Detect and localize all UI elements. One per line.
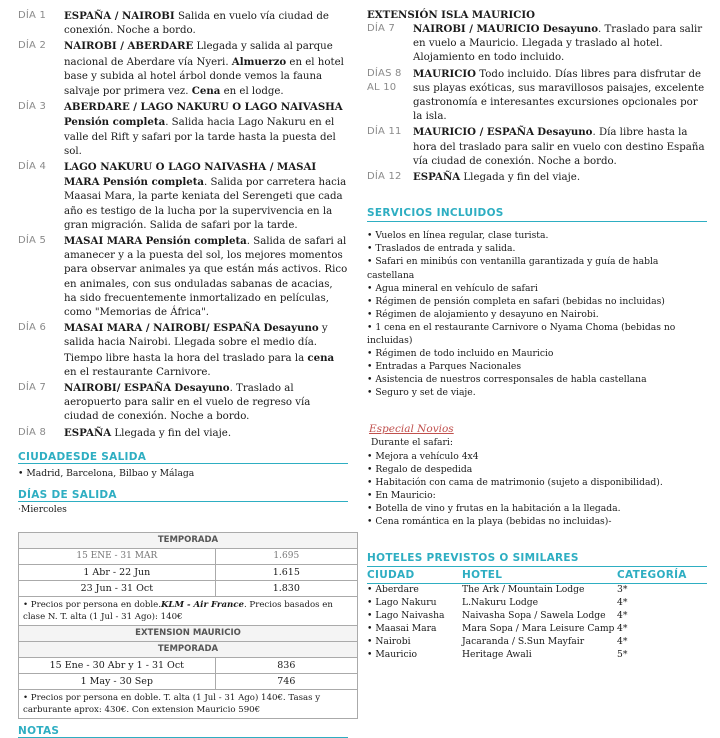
dias-text: ·Miercoles [18, 503, 67, 515]
price-note-2: • Precios por persona en doble. T. alta (1 Jul - 31 Ago) 140€. Tasas y carburante aprox: 430€. Con extension Mauricio 590€ [19, 689, 358, 718]
price-row [19, 564, 358, 580]
hotel-row [367, 623, 707, 636]
itinerary-day [367, 22, 707, 66]
price-row [19, 548, 358, 564]
city-cell: • Nairobi [367, 636, 411, 648]
day-meal: Desayuno [263, 322, 319, 335]
day-desc: Todo incluido. Días libres para disfrutar de sus playas exóticas, sus maravillosos paisajes, excelente gastronomía e interesantes excursiones opcionales por la isla. [413, 68, 705, 123]
day-desc: Llegada y salida al parque nacional de Aberdare vía Nyeri. [64, 41, 333, 68]
servicio-item: • Traslados de entrada y salida. [367, 243, 516, 255]
day-text [413, 22, 707, 66]
day-text [64, 100, 348, 159]
servicio-item: • Régimen de alojamiento y desayuno en Nairobi. [367, 308, 599, 320]
servicio-item: • Entradas a Parques Nacionales [367, 361, 522, 373]
day-meal: Pensión completa [102, 176, 205, 189]
servicios-section [367, 207, 707, 399]
col-hotel: HOTEL [462, 569, 617, 584]
day-number: DÍA 1 [18, 10, 47, 21]
day-desc: . Salida hacia Lago Nakuru en el valle del Rift y safari por la tarde hasta la puesta del sol. [64, 117, 336, 157]
day-title: ESPAÑA [413, 171, 461, 184]
day-desc: . Salida de safari al amanecer y a la puesta del sol, los mejores momentos para observar animales ya que están más activos. Rico en animales, con sus onduladas sabanas de acacias, ha sido frecuentemente inmortalizado en películas, como "Memorias de África". [64, 236, 348, 319]
price-cell: 1.830 [215, 580, 357, 596]
especial-item: • Cena romántica en la playa (bebidas no incluidas)- [367, 516, 612, 528]
col-categoria: CATEGORÍA [617, 569, 707, 584]
price-table [18, 532, 358, 719]
itinerary-day [18, 321, 348, 380]
price-row [19, 580, 358, 596]
hotel-cell: L.Nakuru Lodge [462, 597, 539, 609]
day-title: MAURICIO [413, 67, 477, 80]
hotel-row [367, 636, 707, 649]
notas-section [18, 725, 348, 738]
day-meal: Almuerzo [231, 55, 287, 68]
day-desc: Salida en vuelo vía ciudad de conexión. Noche a bordo. [64, 11, 329, 37]
day-text [64, 160, 348, 233]
ciudades-heading: CIUDADESDE SALIDA [18, 451, 348, 464]
left-column [18, 0, 348, 738]
day-text [413, 125, 707, 169]
day-number: DÍA 7 [367, 23, 396, 34]
temporada-header: TEMPORADA [19, 532, 358, 548]
day-number: DÍA 11 [367, 126, 402, 138]
period-cell: 1 Abr - 22 Jun [19, 564, 216, 580]
day-meal: Pensión completa [64, 116, 166, 129]
servicio-item: • Agua mineral en vehículo de safari [367, 282, 538, 294]
day-number: DÍA 12 [367, 171, 402, 183]
category-cell: 5* [617, 649, 628, 661]
day-text [64, 9, 348, 38]
day-meal: cena [307, 351, 335, 364]
day-title: MASAI MARA [64, 235, 143, 248]
airline-name: KLM - Air France [160, 599, 244, 610]
extension-days [367, 22, 707, 185]
day-number: DÍA 7 [18, 382, 47, 394]
period-cell: 15 Ene - 30 Abr y 1 - 31 Oct [19, 657, 216, 673]
especial-item: • Botella de vino y frutas en la habitación a la llegada. [367, 502, 621, 514]
day-title: MASAI MARA / NAIROBI/ ESPAÑA [64, 322, 261, 335]
price-cell: 1.695 [215, 548, 357, 564]
servicio-item: • Asistencia de nuestros corresponsales de habla castellana [367, 374, 647, 386]
hotel-row [367, 584, 707, 598]
extension-title: EXTENSIÓN ISLA MAURICIO [367, 9, 535, 21]
day-number: DÍA 6 [18, 322, 47, 334]
day-title: ABERDARE / LAGO NAKURU O LAGO NAIVASHA [64, 101, 343, 114]
period-cell: 1 May - 30 Sep [19, 673, 216, 689]
dias-heading: DÍAS DE SALIDA [18, 489, 348, 502]
price-cell: 836 [215, 657, 357, 673]
itinerary-day [18, 160, 348, 233]
day-meal: Pensión completa [145, 235, 247, 248]
itinerary-day [367, 125, 707, 169]
day-title: ESPAÑA / NAIROBI [64, 10, 175, 22]
price-note [19, 596, 358, 625]
hotel-row [367, 610, 707, 623]
day-desc: en el lodge. [220, 86, 284, 98]
day-text [413, 67, 707, 125]
day-meal: Desayuno [542, 23, 598, 35]
day-text [64, 234, 348, 320]
price-cell: 746 [215, 673, 357, 689]
itinerary-day [18, 234, 348, 320]
especial-item: • En Mauricio: [367, 489, 436, 501]
price-row [19, 657, 358, 673]
hotel-cell: Mara Sopa / Mara Leisure Camp [462, 623, 615, 635]
hotel-row [367, 597, 707, 610]
day-number: DÍA 5 [18, 235, 47, 247]
day-title: ESPAÑA [64, 426, 112, 439]
hotel-row [367, 649, 707, 662]
price-row [19, 673, 358, 689]
city-cell: • Lago Nakuru [367, 597, 437, 609]
day-desc: Llegada y fin del viaje. [114, 427, 232, 439]
day-desc: en el restaurante Carnivore. [64, 366, 211, 378]
day-title: MAURICIO / ESPAÑA [413, 126, 535, 139]
city-cell: • Maasai Mara [367, 623, 437, 635]
note-text: • Precios por persona en doble. [23, 599, 161, 610]
servicio-item: • Seguro y set de viaje. [367, 387, 476, 399]
servicio-item: • Safari en minibús con ventanilla garantizada y guía de habla castellana [367, 256, 659, 281]
day-meal: Desayuno [174, 382, 230, 395]
day-number: DÍAS 8 AL 10 [367, 67, 402, 93]
extension-section [367, 0, 707, 185]
hoteles-heading: HOTELES PREVISTOS O SIMILARES [367, 552, 707, 567]
itinerary-day [367, 170, 707, 185]
itinerary [18, 0, 348, 441]
especial-item: • Habitación con cama de matrimonio (sujeto a disponibilidad). [367, 476, 663, 488]
day-title: NAIROBI / MAURICIO [413, 23, 540, 35]
hotel-table [367, 569, 707, 662]
hotel-cell: Naivasha Sopa / Sawela Lodge [462, 610, 606, 622]
day-desc: . Traslado para salir en vuelo a Mauricio. Llegada y traslado al hotel. Alojamiento en todo incluido. [413, 24, 703, 64]
category-cell: 4* [617, 636, 628, 648]
especial-section [367, 417, 707, 528]
itinerary-day [18, 426, 348, 441]
servicio-item: • Régimen de todo incluido en Mauricio [367, 348, 554, 360]
hotel-cell: Jacaranda / S.Sun Mayfair [462, 636, 585, 648]
right-column [367, 0, 707, 662]
especial-list [367, 450, 707, 529]
hotel-cell: The Ark / Mountain Lodge [462, 584, 585, 596]
extension-header: EXTENSION MAURICIO [19, 625, 358, 641]
especial-title: Especial Novios [369, 423, 454, 436]
day-text [64, 321, 348, 380]
servicio-item: • Vuelos en línea regular, clase turista. [367, 230, 549, 242]
itinerary-day [367, 67, 707, 125]
day-title: LAGO NAKURU O LAGO NAIVASHA / MASAI MARA [64, 161, 317, 189]
day-number: DÍA 2 [18, 40, 47, 52]
city-cell: • Lago Naivasha [367, 610, 445, 622]
day-title: NAIROBI / ABERDARE [64, 40, 194, 53]
category-cell: 4* [617, 610, 628, 622]
day-number: DÍA 8 [18, 426, 47, 438]
city-cell: • Aberdare [367, 584, 419, 596]
especial-item: • Mejora a vehículo 4x4 [367, 450, 479, 462]
day-number: DÍA 4 [18, 161, 47, 173]
dias-section [18, 489, 348, 516]
servicios-list [367, 229, 707, 399]
period-cell: 23 Jun - 31 Oct [19, 580, 216, 596]
category-cell: 3* [617, 584, 628, 596]
ciudades-section [18, 451, 348, 480]
day-number: DÍA 3 [18, 101, 47, 113]
day-meal: Cena [191, 85, 221, 98]
day-text [64, 381, 348, 425]
especial-sub: Durante el safari: [371, 437, 453, 449]
especial-item: • Regalo de despedida [367, 463, 473, 475]
servicio-item: • 1 cena en el restaurante Carnivore o Nyama Choma (bebidas no incluidas) [367, 321, 676, 346]
day-meal: Desayuno [537, 126, 593, 139]
itinerary-day [18, 9, 348, 38]
itinerary-day [18, 381, 348, 425]
price-cell: 1.615 [215, 564, 357, 580]
temporada-header-2: TEMPORADA [19, 641, 358, 657]
hoteles-section [367, 552, 707, 662]
col-ciudad: CIUDAD [367, 569, 462, 584]
category-cell: 4* [617, 597, 628, 609]
itinerary-day [18, 39, 348, 99]
day-desc: . Día libre hasta la hora del traslado para salir en vuelo con destino España vía ciudad de conexión. Noche a bordo. [413, 127, 705, 167]
ciudades-text: • Madrid, Barcelona, Bilbao y Málaga [18, 467, 195, 479]
day-desc: Llegada y fin del viaje. [463, 172, 581, 184]
day-text [64, 426, 348, 441]
itinerary-day [18, 100, 348, 159]
day-text [413, 170, 707, 185]
day-title: NAIROBI/ ESPAÑA [64, 382, 172, 395]
day-desc: y salida hacia Nairobi. Llegada sobre el medio día. Tiempo libre hasta la hora del traslado para la [64, 323, 328, 364]
category-cell: 4* [617, 623, 628, 635]
day-text [64, 39, 348, 99]
servicio-item: • Régimen de pensión completa en safari (bebidas no incluidas) [367, 295, 665, 307]
servicios-heading: SERVICIOS INCLUIDOS [367, 207, 707, 222]
day-desc: en el hotel base y subida al hotel árbol donde vemos la fauna salvaje por primera vez. [64, 56, 344, 98]
day-desc: . Traslado al aeropuerto para salir en el vuelo de regreso vía ciudad de conexión. Noche a bordo. [64, 383, 311, 423]
period-cell: 15 ENE - 31 MAR [19, 548, 216, 564]
note-text: . Precios basados en clase N. T. alta (1 Jul - 31 Ago): 140€ [23, 599, 333, 622]
city-cell: • Mauricio [367, 649, 418, 661]
notas-heading: NOTAS [18, 725, 348, 738]
hotel-cell: Heritage Awali [462, 649, 532, 661]
day-desc: . Salida por carretera hacia Maasai Mara, la parte keniata del Serengeti que cada año es testigo de la lucha por la supervivencia en la gran migración. Salida de safari por la tarde. [64, 177, 347, 231]
